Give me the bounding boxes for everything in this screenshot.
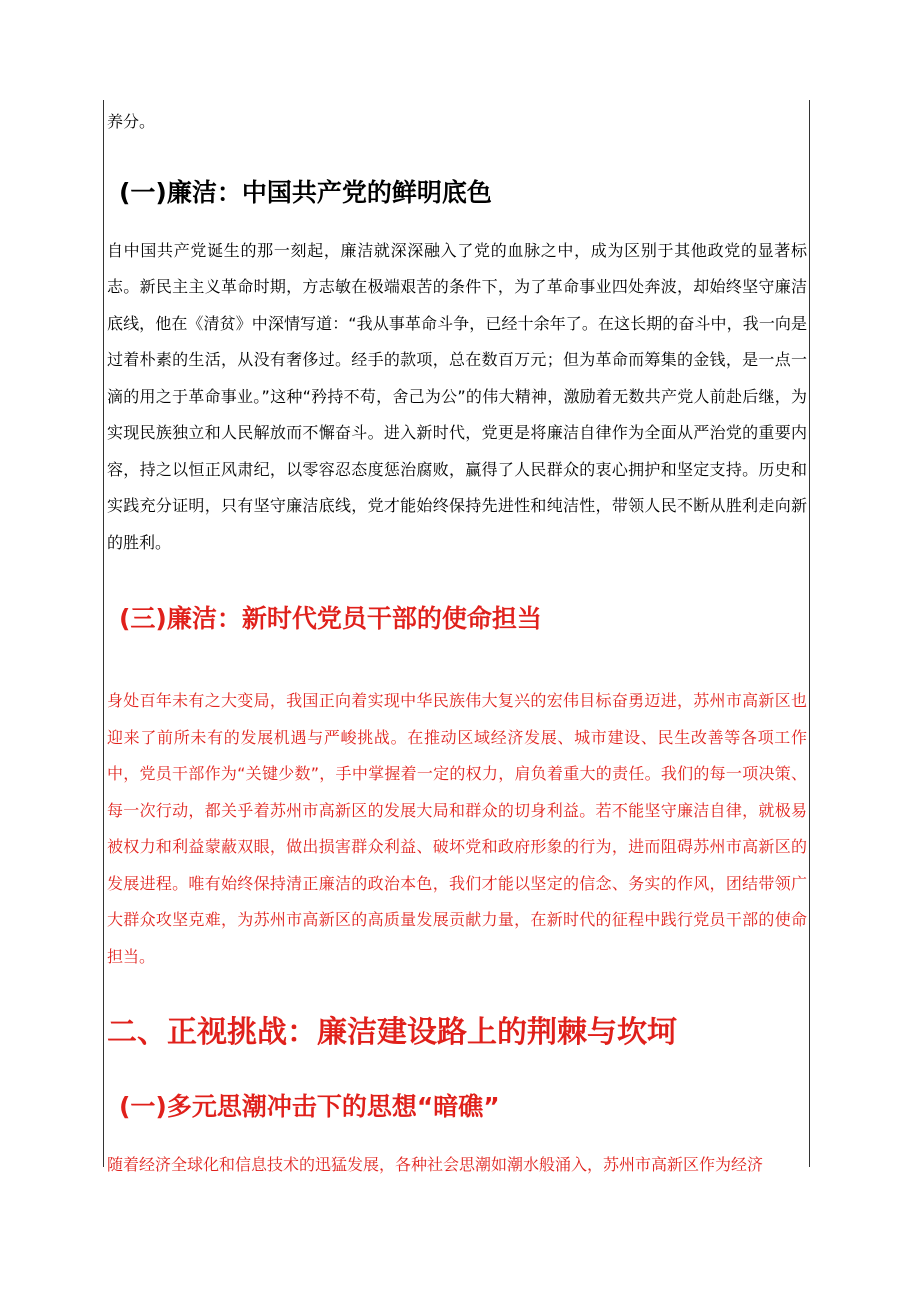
section2-1-body: 随着经济全球化和信息技术的迅猛发展，各种社会思潮如潮水般涌入，苏州市高新区作为经济 — [107, 1155, 764, 1174]
intro-tail-text: 养分。 — [107, 112, 156, 131]
section1-body: 自中国共产党诞生的那一刻起，廉洁就深深融入了党的血脉之中，成为区别于其他政党的显著标志。新民主主义革命时期，方志敏在极端艰苦的条件下，为了革命事业四处奔波，却始终坚守廉洁底线，他在《清贫》中深情写道：“我从事革命斗争，已经十余年了。在这长期的奋斗中，我一向是过着朴素的生活，从没有奢侈过。经手的款项，总在数百万元；但为革命而筹集的金钱，是一点一滴的用之于革命事业。”这种“矜持不苟，舍己为公”的伟大精神，激励着无数共产党人前赴后继，为实现民族独立和人民解放而不懈奋斗。进入新时代，党更是将廉洁自律作为全面从严治党的重要内容，持之以恒正风肃纪，以零容忍态度惩治腐败，赢得了人民群众的衷心拥护和坚定支持。历史和实践充分证明，只有坚守廉洁底线，党才能始终保持先进性和纯洁性，带领人民不断从胜利走向新的胜利。 — [107, 240, 807, 552]
chapter2-heading: 二、正视挑战：廉洁建设路上的荆棘与坎坷 — [107, 1015, 677, 1050]
document-body — [107, 104, 807, 1184]
section2-1-heading: (一)多元思潮冲击下的思想“暗礁” — [119, 1092, 500, 1121]
section3-heading: (三)廉洁：新时代党员干部的使命担当 — [119, 604, 542, 633]
section3-body: 身处百年未有之大变局，我国正向着实现中华民族伟大复兴的宏伟目标奋勇迈进，苏州市高新区也迎来了前所未有的发展机遇与严峻挑战。在推动区域经济发展、城市建设、民生改善等各项工作中，党员干部作为“关键少数”，手中掌握着一定的权力，肩负着重大的责任。我们的每一项决策、每一次行动，都关乎着苏州市高新区的发展大局和群众的切身利益。若不能坚守廉洁自律，就极易被权力和利益蒙蔽双眼，做出损害群众利益、破坏党和政府形象的行为，进而阻碍苏州市高新区的发展进程。唯有始终保持清正廉洁的政治本色，我们才能以坚定的信念、务实的作风，团结带领广大群众攻坚克难，为苏州市高新区的高质量发展贡献力量，在新时代的征程中践行党员干部的使命担当。 — [107, 691, 807, 966]
section1-heading: (一)廉洁：中国共产党的鲜明底色 — [119, 177, 492, 207]
